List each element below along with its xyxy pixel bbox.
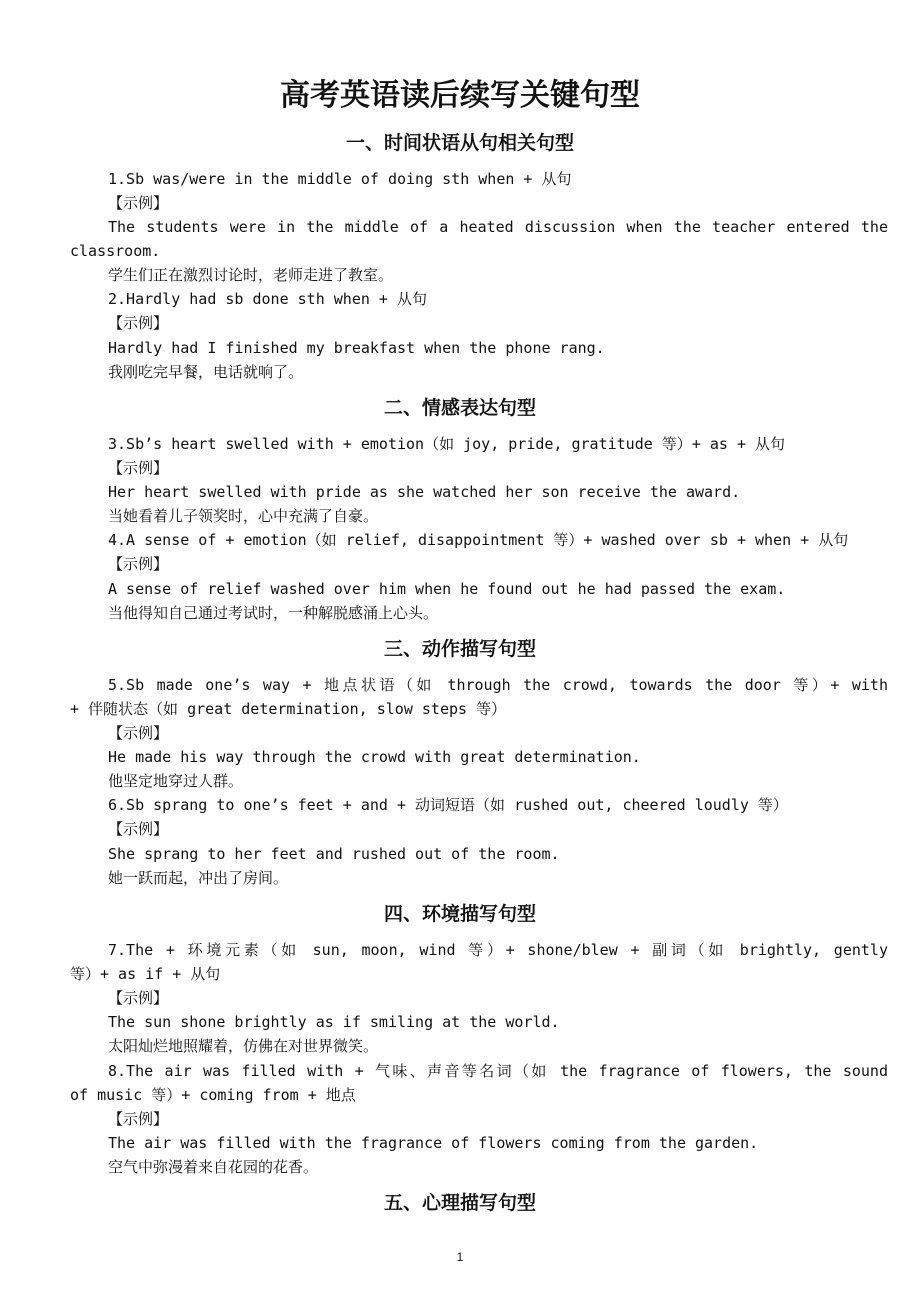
pattern-5-line-1: 5.Sb made one’s way + 地点状语（如 through the crowd, towards the door 等）+ with xyxy=(108,676,888,694)
section-heading-time-clauses: 一、时间状语从句相关句型 xyxy=(345,132,574,154)
page-number: 1 xyxy=(456,1250,464,1264)
example-tag: 【示例】 xyxy=(108,820,169,838)
translation-5: 他坚定地穿过人群。 xyxy=(108,772,244,790)
example-tag: 【示例】 xyxy=(108,314,169,332)
pattern-5-line-2: + 伴随状态（如 great determination, slow steps 等） xyxy=(70,700,507,718)
example-tag: 【示例】 xyxy=(108,724,169,742)
example-tag: 【示例】 xyxy=(108,459,169,477)
section-heading-psychology: 五、心理描写句型 xyxy=(383,1192,536,1214)
example-1-line-1: The students were in the middle of a heated discussion when the teacher entered the xyxy=(108,218,888,236)
pattern-2: 2.Hardly had sb done sth when + 从句 xyxy=(108,290,427,308)
example-tag: 【示例】 xyxy=(108,194,169,212)
example-tag: 【示例】 xyxy=(108,989,169,1007)
pattern-3: 3.Sb’s heart swelled with + emotion（如 joy, pride, gratitude 等）+ as + 从句 xyxy=(108,435,786,453)
example-5: He made his way through the crowd with great determination. xyxy=(108,748,641,766)
document-title: 高考英语读后续写关键句型 xyxy=(280,78,640,113)
example-tag: 【示例】 xyxy=(108,555,169,573)
example-1-line-2: classroom. xyxy=(70,242,161,260)
example-3: Her heart swelled with pride as she watched her son receive the award. xyxy=(108,483,741,501)
example-2: Hardly had I finished my breakfast when the phone rang. xyxy=(108,339,605,357)
example-8: The air was filled with the fragrance of flowers coming from the garden. xyxy=(108,1134,759,1152)
example-7: The sun shone brightly as if smiling at the world. xyxy=(108,1013,560,1031)
translation-2: 我刚吃完早餐，电话就响了。 xyxy=(108,363,304,381)
pattern-8-line-1: 8.The air was filled with + 气味、声音等名词（如 the fragrance of flowers, the sound xyxy=(108,1062,888,1080)
translation-3: 当她看着儿子领奖时，心中充满了自豪。 xyxy=(108,507,379,525)
pattern-1: 1.Sb was/were in the middle of doing sth when + 从句 xyxy=(108,170,572,188)
pattern-8-line-2: of music 等）+ coming from + 地点 xyxy=(70,1086,356,1104)
pattern-7-line-2: 等）+ as if + 从句 xyxy=(70,965,221,983)
section-heading-action: 三、动作描写句型 xyxy=(383,638,536,660)
pattern-4: 4.A sense of + emotion（如 relief, disappointment 等）+ washed over sb + when + 从句 xyxy=(108,531,849,549)
translation-4: 当他得知自己通过考试时，一种解脱感涌上心头。 xyxy=(108,604,439,622)
translation-6: 她一跃而起，冲出了房间。 xyxy=(108,869,289,887)
pattern-7-line-1: 7.The + 环境元素（如 sun, moon, wind 等）+ shone/blew + 副词（如 brightly, gently xyxy=(108,941,888,959)
translation-8: 空气中弥漫着来自花园的花香。 xyxy=(108,1158,319,1176)
example-4: A sense of relief washed over him when he found out he had passed the exam. xyxy=(108,580,786,598)
section-heading-emotion: 二、情感表达句型 xyxy=(383,397,536,419)
example-tag: 【示例】 xyxy=(108,1110,169,1128)
pattern-6: 6.Sb sprang to one’s feet + and + 动词短语（如 rushed out, cheered loudly 等） xyxy=(108,796,788,814)
example-6: She sprang to her feet and rushed out of the room. xyxy=(108,845,560,863)
section-heading-environment: 四、环境描写句型 xyxy=(383,903,536,925)
translation-1: 学生们正在激烈讨论时，老师走进了教室。 xyxy=(108,266,394,284)
translation-7: 太阳灿烂地照耀着，仿佛在对世界微笑。 xyxy=(108,1037,379,1055)
